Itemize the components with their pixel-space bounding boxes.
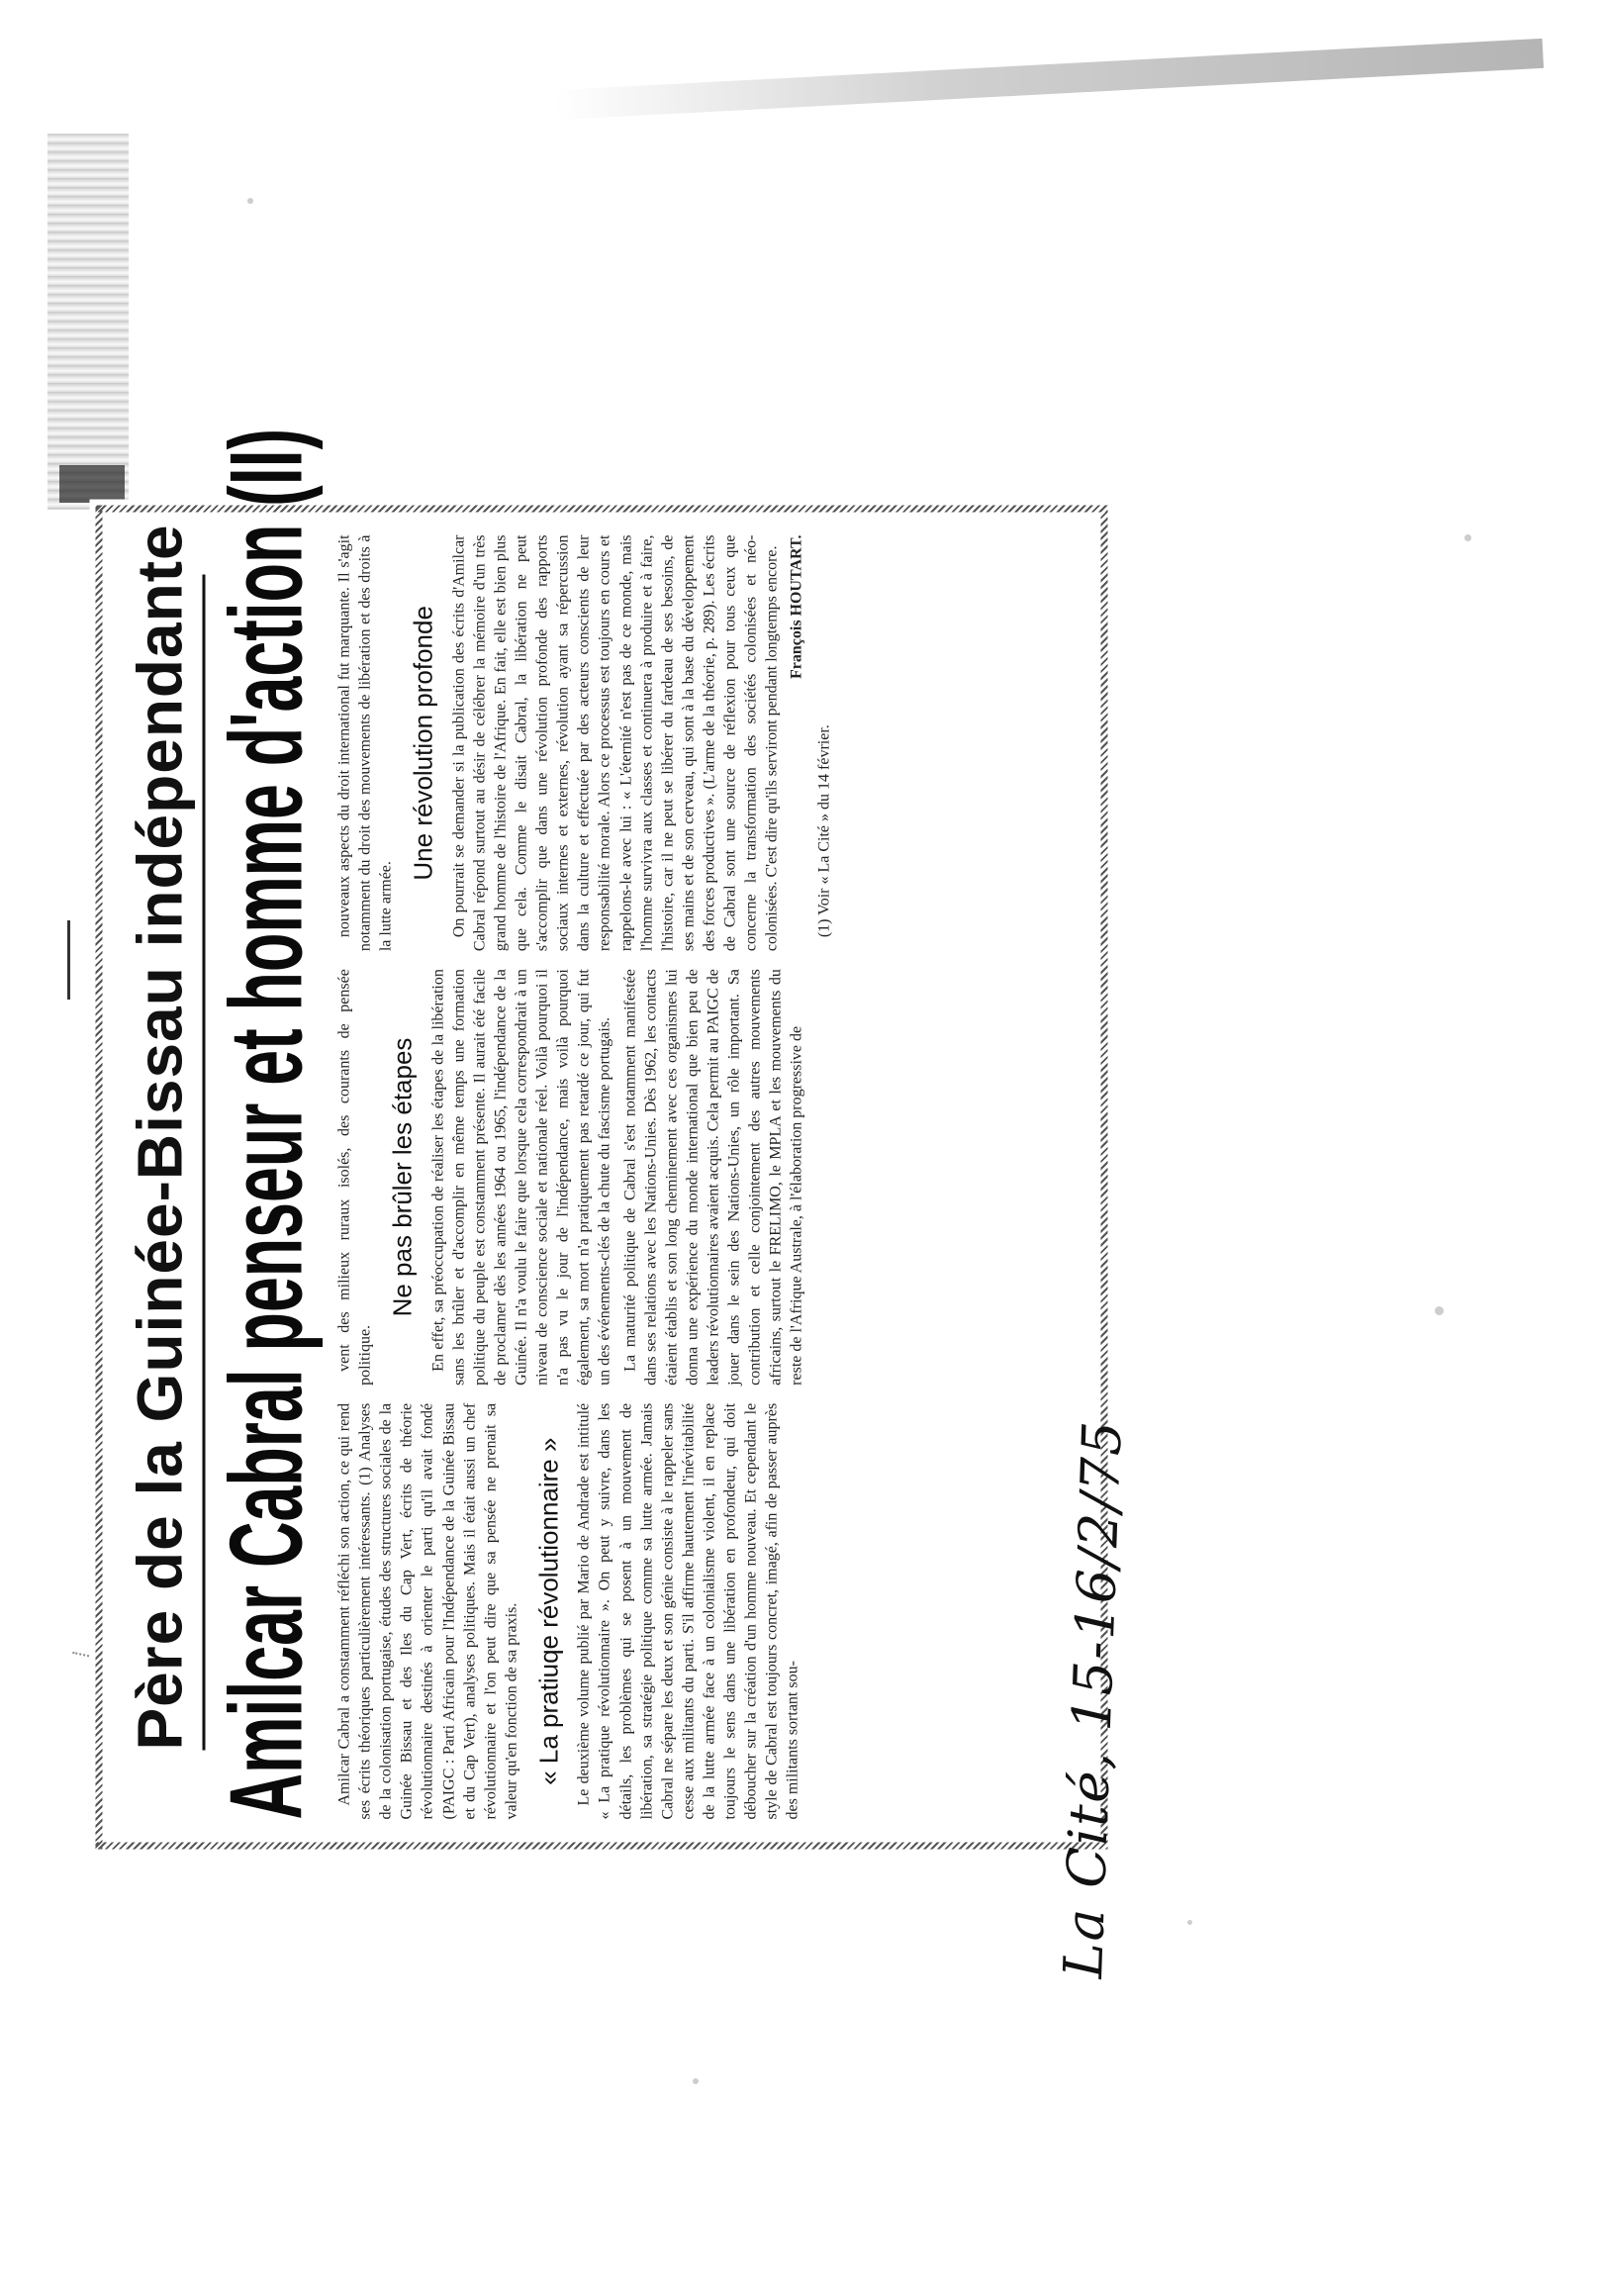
scan-line-mark xyxy=(67,920,70,1000)
article-paragraph: vent des milieux ruraux isolés, des courants de pensée politique. xyxy=(335,969,374,1386)
handwritten-source-note: La Cité, 15-16/2/75 xyxy=(1052,1418,1134,1979)
article-headline: Amilcar Cabral penseur et homme d'action (II) xyxy=(209,428,325,1820)
kicker-rule xyxy=(203,575,206,1751)
article-column-1 xyxy=(334,1403,835,1820)
article-paragraph: Le deuxième volume publié par Mario de Andrade est intitulé « La pratique révolutionnaire ». On peut y suivre, dans les détails, les problèmes qui se posent à un mouvement de libération, sa stratégie politique comme sa lutte armée. Jamais Cabral ne sépare les deux et son génie consiste à le rappeler sans cesse aux militants du parti. S'il affirme hautement l'inévitabilité de la lutte armée face à un colonialisme violent, il en replace toujours le sens dans une libération en profondeur, qui doit déboucher sur la création d'un homme nouveau. Et cependant le style de Cabral est toujours concret, imagé, afin de passer auprès des militants sortant sou- xyxy=(575,1402,801,1820)
scan-edge-mark xyxy=(59,465,125,503)
scan-speck xyxy=(1435,1306,1444,1315)
article-column-3 xyxy=(334,534,835,951)
article-subhead: Ne pas brûler les étapes xyxy=(387,1037,418,1317)
article-subhead: « La pratiuqe révolutionnaire » xyxy=(533,1437,564,1785)
article-subhead: Une révolution profonde xyxy=(408,606,438,881)
scan-edge-strip xyxy=(47,134,129,510)
scan-speck xyxy=(693,2078,699,2084)
scan-shadow-band xyxy=(554,39,1544,120)
article-paragraph: On pourrait se demander si la publication des écrits d'Amilcar Cabral répond surtout au désir de célébrer la mémoire d'un très grand homme de l'histoire de l'Afrique. En fait, elle est bien plus que cela. Comme le disait Cabral, la libération ne peut s'accomplir que dans une révolution profonde des rapports sociaux internes et externes, révolution ayant sa répercussion dans la culture et effectuée par des acteurs conscients de leur responsabilité morale. Alors ce processus est toujours en cours et rappelons-le avec lui : « L'éternité n'est pas de ce monde, mais l'homme survivra aux classes et continuera à produire et à faire, l'histoire, car il ne peut se libérer du fardeau de ses besoins, de ses mains et de son cerveau, qui sont à la base du développement des forces productives ». (L'arme de la théorie, p. 289). Les écrits de Cabral sont une source de réflexion pour tous ceux que concerne la transformation des sociétés colonisées et néo-colonisées. C'est dire qu'ils serviront pendant longtemps encore. xyxy=(450,534,781,952)
article-columns xyxy=(334,535,835,1820)
scan-speck xyxy=(1464,534,1471,541)
article-paragraph: Amilcar Cabral a constamment réfléchi son action, ce qui rend ses écrits théoriques particulièrement intéressants. (1) Analyses de la colonisation portugaise, études des structures sociales de la Guinée Bissau et des Iles du Cap Vert, écrits de théorie révolutionnaire destinés à orienter le parti qu'il avait fondé (PAIGC : Parti Africain pour l'Indépendance de la Guinée Bissau et du Cap Vert), analyses politiques. Mais il était aussi un chef révolutionnaire et l'on peut dire que sa pensée ne prenait sa valeur qu'en fonction de sa praxis. xyxy=(335,1402,520,1820)
handwritten-annotation-area xyxy=(1049,1418,1187,1989)
article-kicker: Père de la Guinée-Bissau indépendante xyxy=(124,524,196,1751)
article-column-2 xyxy=(334,969,835,1386)
newspaper-clipping-area xyxy=(89,428,1113,1856)
scan-speck xyxy=(1187,1920,1192,1925)
scan-speck xyxy=(247,198,253,204)
newspaper-clipping xyxy=(90,428,1114,1856)
article-footnote: (1) Voir « La Cité » du 14 février. xyxy=(815,724,832,938)
article-paragraph: En effet, sa préoccupation de réaliser les étapes de la libération sans les brûler et d'accomplir en même temps une formation politique du peuple est constamment présente. Il aurait été facile de proclamer dès les années 1964 ou 1965, l'indépendance de la Guinée. Il n'a voulu le faire que lorsque cela correspondrait à un niveau de conscience sociale et nationale réel. Voilà pourquoi il n'a pas vu le jour de l'indépendance, mais voilà pourquoi également, sa mort n'a pratiquement pas retardé ce jour, qui fut un des événements-clés de la chute du fascisme portugais. xyxy=(429,969,613,1386)
article-paragraph: La maturité politique de Cabral s'est notamment manifestée dans ses relations avec les Nations-Unies. Dès 1962, les contacts étaient établis et son long cheminement avec ces organismes lui donna une expérience du monde international que bien peu de leaders révolutionnaires avaient acquis. Cela permit au PAIGC de jouer dans le sein des Nations-Unies, un rôle important. Sa contribution et celle conjointement des autres mouvements africains, surtout le FRELIMO, le MPLA et les mouvements du reste de l'Afrique Australe, à l'élaboration progressive de xyxy=(621,969,805,1386)
article-paragraph: nouveaux aspects du droit international fut marquante. Il s'agit notamment du droit des mouvements de libération et des droits à la lutte armée. xyxy=(335,534,395,952)
article-author: François HOUTART. xyxy=(788,534,805,679)
